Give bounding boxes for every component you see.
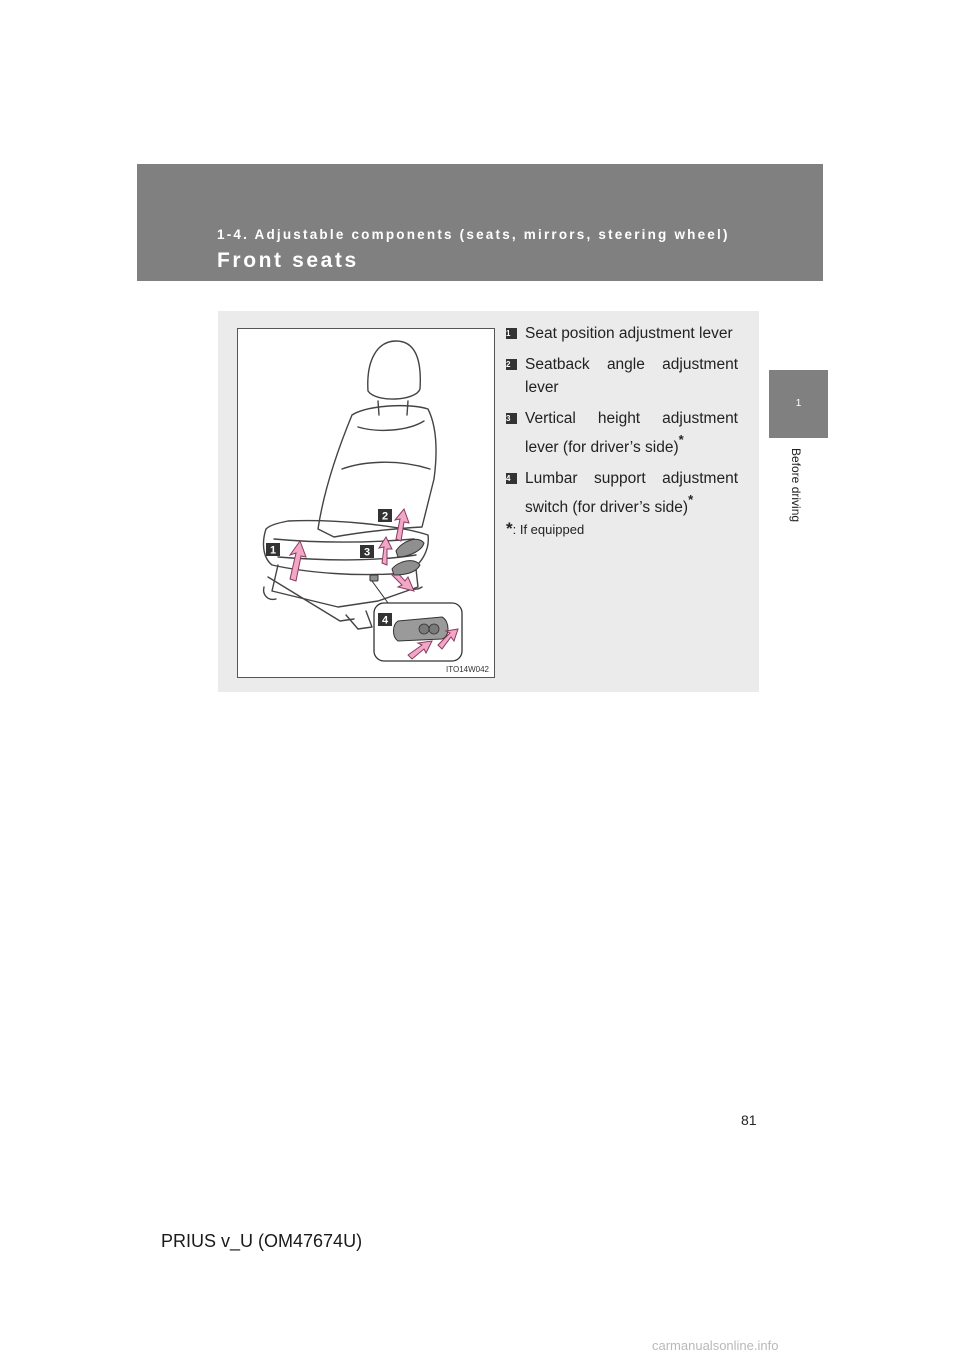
equipped-star: * xyxy=(678,432,684,447)
equipped-star: * xyxy=(688,492,694,508)
legend-text: Seat position adjustment lever xyxy=(525,325,733,342)
arrow-1 xyxy=(290,541,306,581)
lever-shape xyxy=(396,539,424,557)
legend-item xyxy=(506,322,738,345)
footnote xyxy=(506,519,584,539)
callout-3: 3 xyxy=(363,546,371,559)
seat-illustration xyxy=(237,328,495,678)
legend-text: Lumbar support adjustment switch (for driver’s side) xyxy=(525,470,738,517)
legend-item xyxy=(506,407,738,459)
legend-number: 3 xyxy=(506,413,517,424)
callout-4: 4 xyxy=(381,614,389,627)
footnote-star: * xyxy=(506,519,513,538)
seatback-shape xyxy=(318,406,436,537)
legend-number: 2 xyxy=(506,359,517,370)
chapter-label: Before driving xyxy=(789,448,803,523)
callout-2: 2 xyxy=(381,510,389,523)
figure-code: ITO14W042 xyxy=(446,665,489,674)
arrow-2 xyxy=(395,509,409,541)
chapter-number: 1 xyxy=(795,398,802,409)
section-title: 1-4. Adjustable components (seats, mirrors, steering wheel) xyxy=(217,227,730,242)
legend-number: 1 xyxy=(506,328,517,339)
model-code: PRIUS v_U (OM47674U) xyxy=(161,1231,363,1251)
watermark: carmanualsonline.info xyxy=(652,1338,779,1353)
legend-number: 4 xyxy=(506,473,517,484)
legend-list xyxy=(506,322,738,527)
footnote-text: : If equipped xyxy=(512,522,585,537)
chapter-tab xyxy=(769,370,828,438)
seat-drawing xyxy=(238,329,496,679)
page-number: 81 xyxy=(741,1112,757,1128)
legend-item xyxy=(506,467,738,519)
legend-text: Vertical height adjustment lever (for driver’s side) xyxy=(525,410,738,457)
legend-text: Seatback angle adjustment lever xyxy=(525,356,738,396)
legend-item xyxy=(506,353,738,399)
page-title: Front seats xyxy=(217,249,359,272)
callout-1: 1 xyxy=(269,544,277,557)
headrest-shape xyxy=(368,341,421,399)
